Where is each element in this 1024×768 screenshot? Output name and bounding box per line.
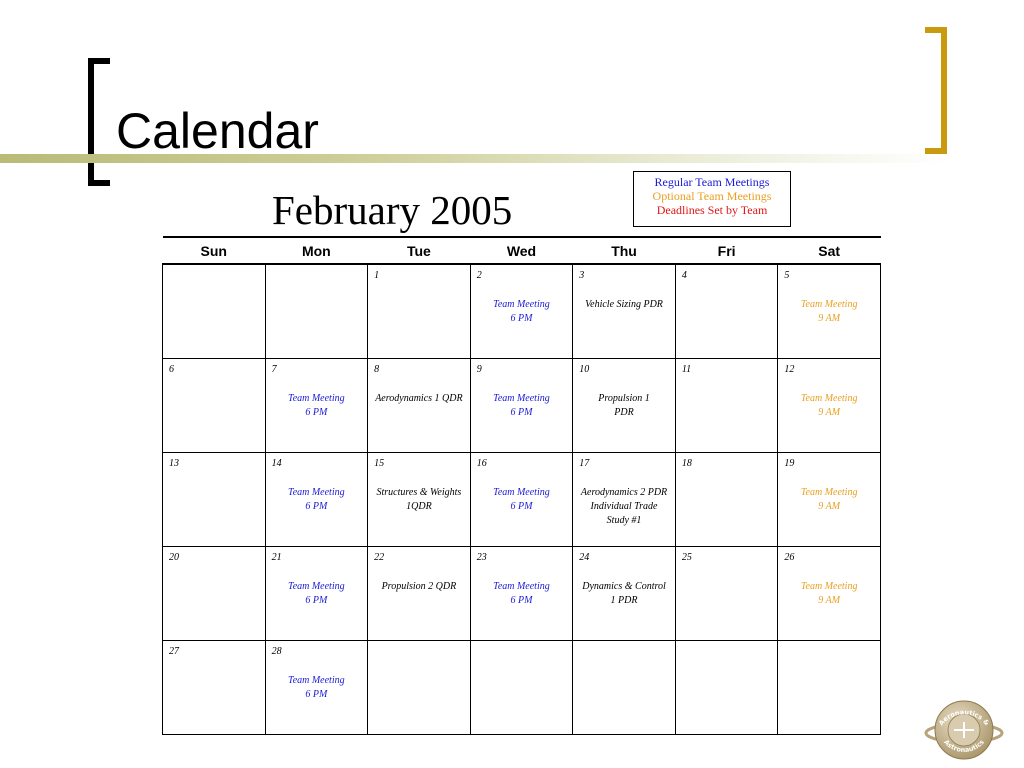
day-number: 19 bbox=[784, 458, 795, 469]
day-number: 15 bbox=[374, 458, 385, 469]
day-number: 8 bbox=[374, 364, 380, 375]
calendar-month-title: February 2005 bbox=[272, 187, 513, 233]
calendar-legend bbox=[633, 171, 791, 227]
day-number: 13 bbox=[169, 458, 179, 469]
day-number: 25 bbox=[681, 552, 692, 563]
day-number: 2 bbox=[476, 270, 482, 281]
weekday-header: Fri bbox=[675, 237, 778, 264]
day-number: 16 bbox=[476, 458, 487, 469]
day-event: Team Meeting 6 PM bbox=[288, 487, 345, 512]
day-number: 12 bbox=[784, 364, 795, 375]
calendar-day-cell bbox=[573, 547, 676, 641]
calendar-day-cell bbox=[265, 547, 368, 641]
calendar-day-cell bbox=[675, 641, 778, 735]
calendar-day-cell bbox=[470, 547, 573, 641]
day-event: Team Meeting 6 PM bbox=[493, 393, 550, 418]
day-event: Team Meeting 9 AM bbox=[800, 393, 858, 418]
calendar-day-cell bbox=[470, 453, 573, 547]
day-event: Team Meeting 9 AM bbox=[800, 487, 858, 512]
day-event: Team Meeting 6 PM bbox=[493, 299, 550, 324]
calendar-day-cell bbox=[573, 359, 676, 453]
day-number: 23 bbox=[476, 552, 487, 563]
day-number: 4 bbox=[681, 270, 687, 281]
calendar-day-cell bbox=[778, 547, 881, 641]
day-event: Team Meeting 9 AM bbox=[800, 299, 858, 324]
calendar-day-cell bbox=[470, 264, 573, 359]
day-number: 27 bbox=[169, 646, 179, 657]
calendar-day-cell bbox=[778, 641, 881, 735]
svg-text:Aeronautics &: Aeronautics & bbox=[937, 708, 991, 728]
calendar-day-cell bbox=[470, 359, 573, 453]
day-event: Team Meeting 6 PM bbox=[288, 393, 345, 418]
day-number: 17 bbox=[579, 458, 590, 469]
weekday-header: Sun bbox=[163, 237, 266, 264]
weekday-header: Wed bbox=[470, 237, 573, 264]
day-number: 20 bbox=[169, 552, 179, 563]
calendar-day-cell bbox=[573, 264, 676, 359]
day-event: Team Meeting 9 AM bbox=[800, 581, 858, 606]
calendar-day-cell bbox=[163, 359, 266, 453]
calendar-day-cell bbox=[470, 641, 573, 735]
calendar-weeks bbox=[163, 264, 881, 735]
calendar-week-row bbox=[163, 641, 881, 735]
calendar-day-cell bbox=[675, 264, 778, 359]
weekday-header: Thu bbox=[573, 237, 676, 264]
calendar-day-cell bbox=[675, 547, 778, 641]
day-number: 3 bbox=[579, 270, 585, 281]
day-number: 28 bbox=[271, 646, 282, 657]
aeronautics-astronautics-logo bbox=[924, 694, 1004, 764]
day-number: 9 bbox=[476, 364, 482, 375]
calendar-day-cell bbox=[265, 453, 368, 547]
day-number: 6 bbox=[169, 364, 174, 375]
day-event: Team Meeting 6 PM bbox=[288, 675, 345, 700]
day-number: 10 bbox=[579, 364, 590, 375]
calendar-grid bbox=[162, 236, 881, 735]
calendar-day-cell bbox=[573, 641, 676, 735]
day-event: Team Meeting 6 PM bbox=[493, 581, 550, 606]
calendar-day-cell bbox=[265, 359, 368, 453]
day-number: 5 bbox=[784, 270, 790, 281]
day-number: 7 bbox=[271, 364, 277, 375]
calendar-week-row bbox=[163, 359, 881, 453]
calendar-day-cell bbox=[368, 264, 471, 359]
calendar-day-cell bbox=[163, 547, 266, 641]
calendar-day-cell bbox=[368, 359, 471, 453]
calendar-day-cell bbox=[675, 359, 778, 453]
left-bracket-decoration bbox=[88, 58, 110, 186]
day-event: Aerodynamics 1 QDR bbox=[375, 393, 463, 404]
svg-text:Astronautics: Astronautics bbox=[942, 738, 986, 755]
calendar-day-cell bbox=[573, 453, 676, 547]
weekday-header-row bbox=[163, 237, 881, 264]
calendar-day-cell bbox=[163, 641, 266, 735]
weekday-header: Sat bbox=[778, 237, 881, 264]
weekday-header: Tue bbox=[368, 237, 471, 264]
legend-optional-meetings: Optional Team Meetings bbox=[652, 189, 772, 203]
calendar-day-cell bbox=[163, 264, 266, 359]
calendar-week-row bbox=[163, 547, 881, 641]
calendar-day-cell bbox=[163, 453, 266, 547]
day-event: Aerodynamics 2 PDR Individual Trade Study #1 bbox=[580, 487, 668, 526]
day-event: Propulsion 1 PDR bbox=[598, 393, 650, 418]
day-number: 24 bbox=[579, 552, 590, 563]
day-event: Team Meeting 6 PM bbox=[493, 487, 550, 512]
day-number: 21 bbox=[271, 552, 282, 563]
day-number: 26 bbox=[784, 552, 795, 563]
legend-deadlines: Deadlines Set by Team bbox=[656, 203, 768, 217]
slide-title: Calendar bbox=[116, 103, 319, 159]
weekday-header: Mon bbox=[265, 237, 368, 264]
day-number: 18 bbox=[681, 458, 692, 469]
day-number: 22 bbox=[374, 552, 385, 563]
day-number: 14 bbox=[271, 458, 282, 469]
calendar-day-cell bbox=[265, 264, 368, 359]
calendar-day-cell bbox=[675, 453, 778, 547]
day-event: Dynamics & Control 1 PDR bbox=[582, 581, 666, 606]
calendar-day-cell bbox=[778, 453, 881, 547]
calendar-day-cell bbox=[368, 641, 471, 735]
day-number: 11 bbox=[681, 364, 692, 375]
day-event: Propulsion 2 QDR bbox=[381, 581, 457, 592]
calendar-day-cell bbox=[368, 453, 471, 547]
day-event: Vehicle Sizing PDR bbox=[585, 299, 663, 310]
calendar-week-row bbox=[163, 453, 881, 547]
calendar-day-cell bbox=[265, 641, 368, 735]
calendar-week-row bbox=[163, 264, 881, 359]
legend-regular-meetings: Regular Team Meetings bbox=[654, 175, 770, 189]
day-event: Team Meeting 6 PM bbox=[288, 581, 345, 606]
calendar-day-cell bbox=[778, 359, 881, 453]
right-bracket-decoration bbox=[925, 27, 947, 154]
day-number: 1 bbox=[374, 270, 380, 281]
calendar-day-cell bbox=[778, 264, 881, 359]
calendar-day-cell bbox=[368, 547, 471, 641]
day-event: Structures & Weights 1QDR bbox=[376, 487, 462, 512]
